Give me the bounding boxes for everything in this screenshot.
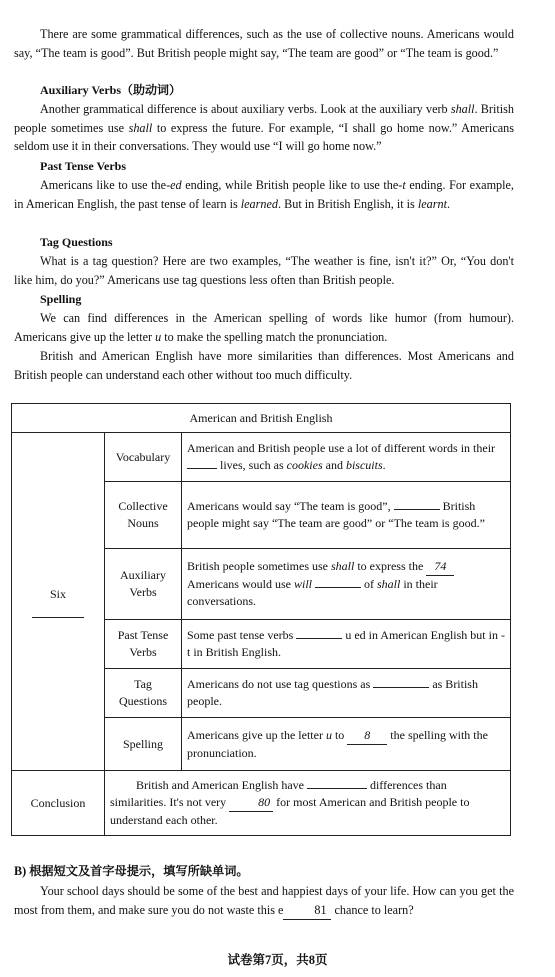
row-label-vocabulary: Vocabulary — [105, 433, 182, 482]
row-label-past-tense: Past Tense Verbs — [105, 620, 182, 669]
paragraph-collective-nouns: There are some grammatical differences, such as the use of collective nouns. Americans would say, “The team is good”. But British people might say, “The team are good” or “The team is good.” — [14, 27, 514, 60]
blank-72 — [187, 468, 217, 469]
six-cell — [12, 433, 105, 771]
table-title: American and British English — [12, 404, 511, 433]
six-label: Six — [49, 586, 66, 601]
summary-table — [11, 403, 511, 836]
paragraph-spelling: We can find differences in the American spelling of words like humor (from humour). Americans give up the letter u to make the spelling match the pronunciation. — [14, 311, 514, 344]
blank-77 — [373, 687, 429, 688]
paragraph-conclusion: British and American English have more similarities than differences. Most Americans and British people can understand each other without too much difficulty. — [14, 349, 514, 382]
conclusion-label: Conclusion — [12, 771, 105, 836]
section-b-title: B) 根据短文及首字母提示，填写所缺单词。 — [14, 864, 249, 878]
blank-73 — [394, 509, 440, 510]
row-content-past-tense: Some past tense verbs u ed in American English but in -t in British English. — [182, 620, 511, 669]
heading-tag-questions: Tag Questions — [40, 235, 113, 249]
paragraph-auxiliary-verbs: Another grammatical difference is about auxiliary verbs. Look at the auxiliary verb shall. British people sometimes use shall to express the future. For example, “I shall go home now.” Americans seldom use it in their conversations. They would use “I will go home now.” — [14, 102, 514, 154]
row-label-collective-nouns: Collective Nouns — [105, 482, 182, 549]
row-content-collective-nouns: Americans would say “The team is good”, British people might say “The team are good” or “The team is good.” — [182, 482, 511, 549]
paragraph-tag-questions: What is a tag question? Here are two examples, “The weather is fine, isn't it?” Or, “You don't like him, do you?” Americans use tag questions less often than British people. — [14, 254, 514, 287]
row-content-tag-questions: Americans do not use tag questions as as British people. — [182, 669, 511, 718]
row-content-auxiliary-verbs: British people sometimes use shall to express the 74 Americans would use will of shall in their conversations. — [182, 549, 511, 620]
paragraph-past-tense: Americans like to use the-ed ending, while British people like to use the-t ending. For example, in American English, the past tense of learn is learned. But in British English, it is learnt. — [14, 178, 514, 211]
row-content-vocabulary: American and British people use a lot of different words in their lives, such as cookies and biscuits. — [182, 433, 511, 482]
conclusion-content: British and American English have differences than similarities. It's not very 80 for most American and British people to understand each other. — [105, 771, 511, 836]
blank-79 — [307, 788, 367, 789]
blank-78: 8 — [347, 727, 387, 745]
heading-past-tense-verbs: Past Tense Verbs — [40, 159, 127, 173]
page-footer: 试卷第7页，共8页 — [227, 953, 328, 967]
blank-76 — [296, 638, 342, 639]
blank-74: 74 — [426, 558, 454, 576]
blank-71 — [32, 607, 84, 618]
row-label-spelling: Spelling — [105, 718, 182, 771]
heading-auxiliary-verbs: Auxiliary Verbs（助动词） — [40, 83, 182, 97]
blank-80: 80 — [229, 794, 273, 812]
row-label-tag-questions: Tag Questions — [105, 669, 182, 718]
row-label-auxiliary-verbs: Auxiliary Verbs — [105, 549, 182, 620]
section-b-paragraph: Your school days should be some of the best and happiest days of your life. How can you get the most from them, and make sure you do not waste this e 81 chance to learn? — [14, 882, 514, 920]
heading-spelling: Spelling — [40, 292, 82, 306]
row-content-spelling: Americans give up the letter u to 8 the spelling with the pronunciation. — [182, 718, 511, 771]
blank-81: 81 — [283, 901, 331, 921]
blank-75 — [315, 587, 361, 588]
